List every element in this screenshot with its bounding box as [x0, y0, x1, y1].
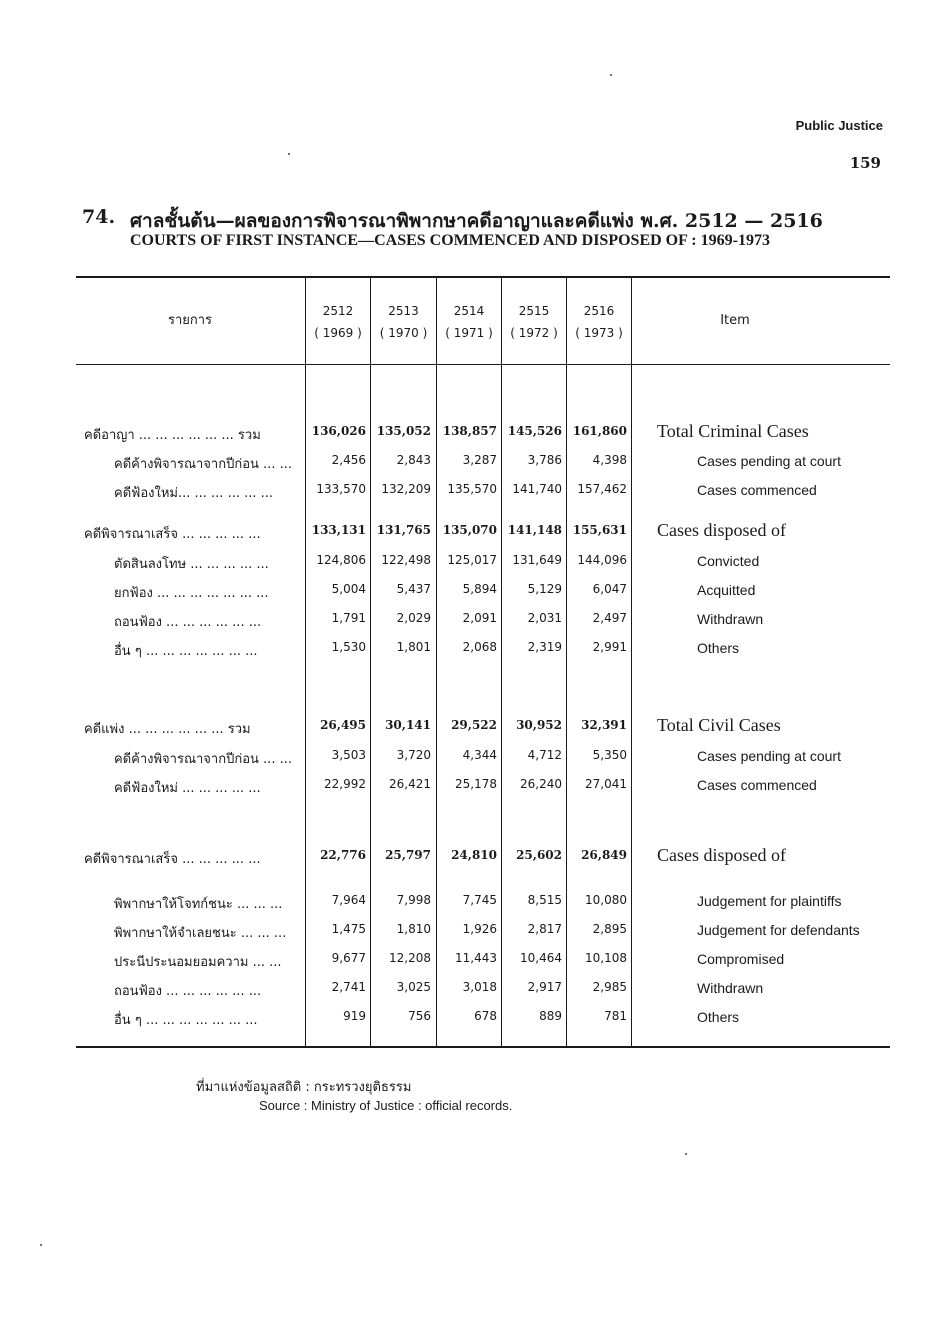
year-header	[306, 300, 370, 344]
cell-value: 2,029	[396, 611, 431, 625]
cell-value: 135,070	[442, 523, 497, 537]
row-label-thai: ยกฟ้อง ... ... ... ... ... ... ...	[114, 586, 269, 601]
cell-value: 8,515	[527, 893, 562, 907]
row-label-english: Total Civil Cases	[657, 715, 781, 735]
cell-value: 25,178	[455, 777, 497, 791]
year-ce: ( 1972 )	[510, 326, 558, 340]
row-label-thai: อื่น ๆ ... ... ... ... ... ... ...	[114, 1013, 258, 1028]
cell-value: 2,456	[331, 453, 366, 467]
scan-speck	[288, 153, 290, 155]
cell-value: 2,991	[592, 640, 627, 654]
year-ce: ( 1973 )	[575, 326, 623, 340]
cell-value: 135,052	[376, 424, 431, 438]
year-header	[502, 300, 566, 344]
year-be: 2515	[518, 304, 550, 318]
cell-value: 133,570	[316, 482, 366, 496]
row-label-english: Judgement for plaintiffs	[697, 893, 842, 909]
row-label-english: Judgement for defendants	[697, 922, 860, 938]
cell-value: 2,091	[462, 611, 497, 625]
cell-value: 7,964	[331, 893, 366, 907]
cell-value: 3,503	[331, 748, 366, 762]
cell-value: 138,857	[442, 424, 497, 438]
scan-speck	[685, 1153, 687, 1155]
cell-value: 145,526	[507, 424, 562, 438]
row-label-english: Cases commenced	[697, 777, 817, 793]
cell-value: 1,791	[331, 611, 366, 625]
cell-value: 2,741	[331, 980, 366, 994]
cell-value: 22,992	[324, 777, 366, 791]
cell-value: 3,720	[396, 748, 431, 762]
cell-value: 3,018	[462, 980, 497, 994]
cell-value: 7,998	[396, 893, 431, 907]
row-label-thai: คดีพิจารณาเสร็จ ... ... ... ... ...	[84, 852, 261, 867]
row-label-english: Cases pending at court	[697, 453, 841, 469]
cell-value: 136,026	[311, 424, 366, 438]
cell-value: 6,047	[592, 582, 627, 596]
row-label-thai: พิพากษาให้จำเลยชนะ ... ... ...	[114, 926, 287, 941]
cell-value: 10,108	[585, 951, 627, 965]
cell-value: 141,740	[512, 482, 562, 496]
row-label-english: Cases commenced	[697, 482, 817, 498]
year-ce: ( 1971 )	[445, 326, 493, 340]
cell-value: 131,765	[376, 523, 431, 537]
cell-value: 27,041	[585, 777, 627, 791]
year-be: 2514	[453, 304, 485, 318]
row-label-english: Others	[697, 640, 740, 656]
cell-value: 1,530	[331, 640, 366, 654]
row-label-english: Convicted	[697, 553, 760, 569]
row-label-thai: คดีฟ้องใหม่ ... ... ... ... ...	[114, 781, 261, 796]
cell-value: 29,522	[451, 718, 497, 732]
table-number: 74.	[82, 206, 116, 228]
year-header	[437, 300, 501, 344]
row-label-thai: อื่น ๆ ... ... ... ... ... ... ...	[114, 644, 258, 659]
thai-title: ศาลชั้นต้น—ผลของการพิจารณาพิพากษาคดีอาญาและคดีแพ่ง พ.ศ. 2512 — 2516	[130, 210, 823, 232]
row-label-thai: พิพากษาให้โจทก์ชนะ ... ... ...	[114, 897, 283, 912]
row-label-thai: คดีฟ้องใหม่... ... ... ... ... ...	[114, 486, 274, 501]
year-ce: ( 1970 )	[379, 326, 428, 340]
year-be: 2513	[388, 304, 419, 318]
cell-value: 141,148	[507, 523, 562, 537]
row-label-thai: คดีอาญา ... ... ... ... ... ... รวม	[84, 428, 261, 443]
cell-value: 30,952	[516, 718, 562, 732]
cell-value: 5,437	[396, 582, 431, 596]
table-top-rule	[76, 276, 890, 278]
cell-value: 30,141	[385, 718, 431, 732]
cell-value: 135,570	[447, 482, 497, 496]
cell-value: 4,398	[592, 453, 627, 467]
cell-value: 2,068	[462, 640, 497, 654]
cell-value: 4,344	[462, 748, 497, 762]
cell-value: 12,208	[389, 951, 431, 965]
cell-value: 32,391	[581, 718, 627, 732]
cell-value: 2,497	[592, 611, 627, 625]
cell-value: 10,464	[520, 951, 562, 965]
row-label-english: Withdrawn	[697, 980, 764, 996]
cell-value: 22,776	[320, 848, 366, 862]
row-label-thai: ตัดสินลงโทษ ... ... ... ... ...	[114, 557, 269, 572]
row-label-thai: คดีค้างพิจารณาจากปีก่อน ... ...	[114, 752, 292, 767]
year-header	[567, 300, 631, 344]
cell-value: 161,860	[572, 424, 627, 438]
cell-value: 26,495	[320, 718, 366, 732]
cell-value: 25,602	[516, 848, 562, 862]
english-title: COURTS OF FIRST INSTANCE—CASES COMMENCED AND DISPOSED OF : 1969-1973	[130, 232, 770, 249]
cell-value: 1,801	[396, 640, 431, 654]
cell-value: 5,350	[592, 748, 627, 762]
row-label-english: Withdrawn	[697, 611, 764, 627]
cell-value: 3,786	[527, 453, 562, 467]
cell-value: 1,475	[331, 922, 366, 936]
cell-value: 4,712	[527, 748, 562, 762]
cell-value: 132,209	[381, 482, 431, 496]
cell-value: 26,240	[520, 777, 562, 791]
source-thai: ที่มาแห่งข้อมูลสถิติ : กระทรวงยุติธรรม	[196, 1080, 412, 1095]
column-divider	[631, 278, 632, 1048]
page-number: 159	[849, 154, 881, 172]
cell-value: 157,462	[577, 482, 627, 496]
year-header	[371, 300, 436, 344]
cell-value: 155,631	[572, 523, 627, 537]
cell-value: 2,031	[527, 611, 562, 625]
row-label-english: Acquitted	[697, 582, 756, 598]
row-label-english: Others	[697, 1009, 740, 1025]
year-ce: ( 1969 )	[314, 326, 362, 340]
cell-value: 124,806	[316, 553, 366, 567]
cell-value: 2,843	[396, 453, 431, 467]
cell-value: 2,319	[527, 640, 562, 654]
cell-value: 919	[343, 1009, 366, 1023]
row-label-thai: คดีแพ่ง ... ... ... ... ... ... รวม	[84, 722, 251, 737]
cell-value: 25,797	[385, 848, 431, 862]
row-label-thai: คดีค้างพิจารณาจากปีก่อน ... ...	[114, 457, 292, 472]
cell-value: 781	[604, 1009, 627, 1023]
section-header: Public Justice	[795, 118, 883, 133]
cell-value: 5,004	[331, 582, 366, 596]
cell-value: 11,443	[455, 951, 497, 965]
cell-value: 24,810	[451, 848, 497, 862]
thai-item-header: รายการ	[167, 313, 213, 328]
row-label-thai: คดีพิจารณาเสร็จ ... ... ... ... ...	[84, 527, 261, 542]
row-label-english: Cases disposed of	[657, 845, 786, 865]
row-label-english: Cases disposed of	[657, 520, 786, 540]
cell-value: 5,129	[527, 582, 562, 596]
english-item-header: Item	[720, 313, 750, 328]
cell-value: 131,649	[512, 553, 562, 567]
cell-value: 756	[408, 1009, 431, 1023]
cell-value: 9,677	[331, 951, 366, 965]
header-bottom-rule	[76, 364, 890, 365]
cell-value: 125,017	[447, 553, 497, 567]
cell-value: 2,817	[527, 922, 562, 936]
year-be: 2516	[583, 304, 615, 318]
cell-value: 1,810	[396, 922, 431, 936]
cell-value: 122,498	[381, 553, 431, 567]
cell-value: 26,421	[389, 777, 431, 791]
cell-value: 3,287	[462, 453, 497, 467]
row-label-english: Compromised	[697, 951, 785, 967]
row-label-thai: ถอนฟ้อง ... ... ... ... ... ...	[114, 615, 262, 630]
cell-value: 678	[474, 1009, 497, 1023]
scan-speck	[610, 74, 612, 76]
cell-value: 889	[539, 1009, 562, 1023]
cell-value: 1,926	[462, 922, 497, 936]
row-label-thai: ประนีประนอมยอมความ ... ...	[114, 955, 282, 970]
cell-value: 2,895	[592, 922, 627, 936]
row-label-thai: ถอนฟ้อง ... ... ... ... ... ...	[114, 984, 262, 999]
cell-value: 2,917	[527, 980, 562, 994]
row-label-english: Total Criminal Cases	[657, 421, 809, 441]
cell-value: 5,894	[462, 582, 497, 596]
cell-value: 7,745	[462, 893, 497, 907]
cell-value: 133,131	[311, 523, 366, 537]
scan-speck	[40, 1244, 42, 1246]
cell-value: 26,849	[581, 848, 627, 862]
cell-value: 144,096	[577, 553, 627, 567]
cell-value: 3,025	[396, 980, 431, 994]
table-bottom-rule	[76, 1046, 890, 1048]
source-english: Source : Ministry of Justice : official records.	[259, 1098, 513, 1113]
cell-value: 2,985	[592, 980, 627, 994]
year-be: 2512	[322, 304, 354, 318]
row-label-english: Cases pending at court	[697, 748, 841, 764]
cell-value: 10,080	[585, 893, 627, 907]
